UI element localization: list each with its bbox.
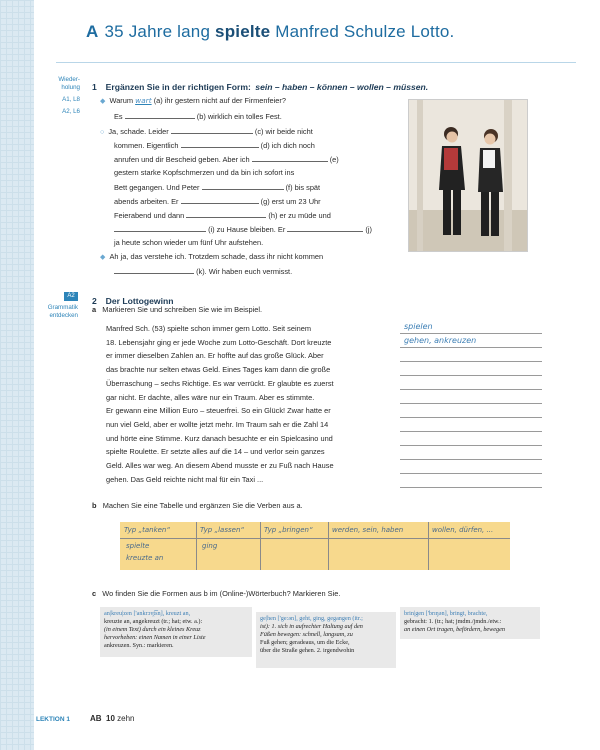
level-badge: A2 <box>64 292 78 301</box>
speaker-b-bullet-icon: ○ <box>100 129 105 136</box>
answer-line <box>400 417 542 418</box>
answer-line <box>400 389 542 390</box>
task-a-instruction: a Markieren Sie und schreiben Sie wie im Beispiel. <box>92 305 263 314</box>
answer-2: gehen, ankreuzen <box>404 336 477 345</box>
table-cell: ging <box>202 542 218 550</box>
dictionary-entry-ankreuzen: an|kreu|zen ['ankrɔʏ̯t͡sn̩], kreuzt an, kreuzte an, angekreuzt (tr.; hat; etw. a.): (in einem Text) durch ein kleines Kreuz hervorheben: einen Namen in einer Liste ankreuzen. Syn.: markieren. <box>100 607 252 657</box>
photo-two-women <box>408 99 528 252</box>
table-cell: spielte <box>126 542 150 550</box>
answer-line <box>400 445 542 446</box>
dictionary-entry-gehen: ge|hen ['ge:ən], geht, ging, gegangen (itr.; ist): 1. sich in aufrechter Haltung auf den Füßen bewegen: schnell, langsam, zu Fuß gehen; geradeaus, um die Ecke, über die Straße gehen. 2. irgendwohin <box>256 612 396 668</box>
answer-line <box>400 431 542 432</box>
table-header: Typ „lassen“ <box>200 526 245 534</box>
task-b-instruction: b Machen Sie eine Tabelle und ergänzen Sie die Verben aus a. <box>92 501 303 510</box>
answer-line <box>400 403 542 404</box>
speaker-a-bullet-icon: ◆ <box>100 98 106 105</box>
task-c-instruction: c Wo finden Sie die Formen aus b im (Online-)Wörterbuch? Markieren Sie. <box>92 589 341 598</box>
speaker-a-bullet-icon: ◆ <box>100 254 106 261</box>
answer-1: spielen <box>404 322 433 331</box>
exercise-1-heading: 1 Ergänzen Sie in der richtigen Form: sein – haben – können – wollen – müssen. <box>92 82 429 92</box>
page-number: AB 10 zehn <box>90 714 135 723</box>
answer-line <box>400 487 542 488</box>
answer-line <box>400 347 542 348</box>
exercise-1-dialogue: ◆ Warum wart (a) ihr gestern nicht auf der Firmenfeier? Es (b) wirklich ein tolles Fest. ○ Ja, schade. Leider (c) wir beide nicht kommen. Eigentlich (d) ich dich noch anrufen und dir Bescheid geben. Aber ich (e) gestern starke Kopfschmerzen und da bin ich sofort ins Bett gegangen. Und Peter (f) bis spät abends arbeiten. Er (g) erst um 23 Uhr Feierabend und dann (h) er zu müde und (i) zu Hause bleiben. Er (j) ja heute schon wieder um fünf Uhr aufstehen. ◆ Ah ja, das verstehe ich. Trotzdem schade, dass ihr nicht kommen (k). Wir haben euch vermisst. <box>100 96 372 276</box>
side-label-wiederholung: Wieder- holung A1, L8 A2, L6 <box>58 76 80 115</box>
exercise-2-heading: 2 Der Lottogewinn <box>92 296 174 306</box>
verb-table <box>120 522 510 570</box>
title-divider <box>56 62 576 63</box>
table-header: Typ „tanken“ <box>124 526 170 534</box>
answer-line <box>400 459 542 460</box>
answer-line <box>400 473 542 474</box>
page-title: A 35 Jahre lang spielte Manfred Schulze Lotto. <box>86 22 455 41</box>
table-cell: kreuzte an <box>126 554 164 562</box>
table-header: wollen, dürfen, ... <box>432 526 494 534</box>
lesson-label: LEKTION 1 <box>36 716 70 723</box>
side-label-grammatik: Grammatik entdecken <box>47 304 78 319</box>
left-margin-band <box>0 0 34 750</box>
answer-line <box>400 361 542 362</box>
table-header: werden, sein, haben <box>332 526 404 534</box>
table-header: Typ „bringen“ <box>264 526 313 534</box>
lottery-story-text: Manfred Sch. (53) spielte schon immer gern Lotto. Seit seinem 18. Lebensjahr ging er jede Woche zum Lotto-Geschäft. Dort kreuzte er immer dieselben Zahlen an. Er hoffte auf das große Glück. Aber das brachte nur selten etwas Geld. Eines Tages kam dann die große Überraschung – sechs Richtige. Es war verrückt. Er glaubte es zuerst gar nicht. Er dachte, alles wäre nur ein Traum. Aber es stimmte. Er gewann eine Million Euro – steuerfrei. So ein Glück! Zwar hatte er nun viel Geld, aber er wollte jetzt mehr. Im Traum sah er die Zahl 14 und hörte eine Stimme. Kurz danach besuchte er ein Spielcasino und spielte Roulette. Er setzte alles auf die 14 – und verlor sein ganzes Geld. Alles war weg. An diesem Abend musste er zu Fuß nach Hause gehen. Das Geld reichte nicht mal für ein Taxi ... <box>106 324 334 484</box>
dictionary-entry-bringen: brin|gen ['brɪŋən], bringt, brachte, gebracht: 1. (tr.; hat; jmdm./jmdn./etw.: an einen Ort tragen, befördern, bewegen <box>400 607 540 639</box>
example-answer: wart <box>135 96 152 105</box>
answer-line <box>400 333 542 334</box>
answer-line <box>400 375 542 376</box>
